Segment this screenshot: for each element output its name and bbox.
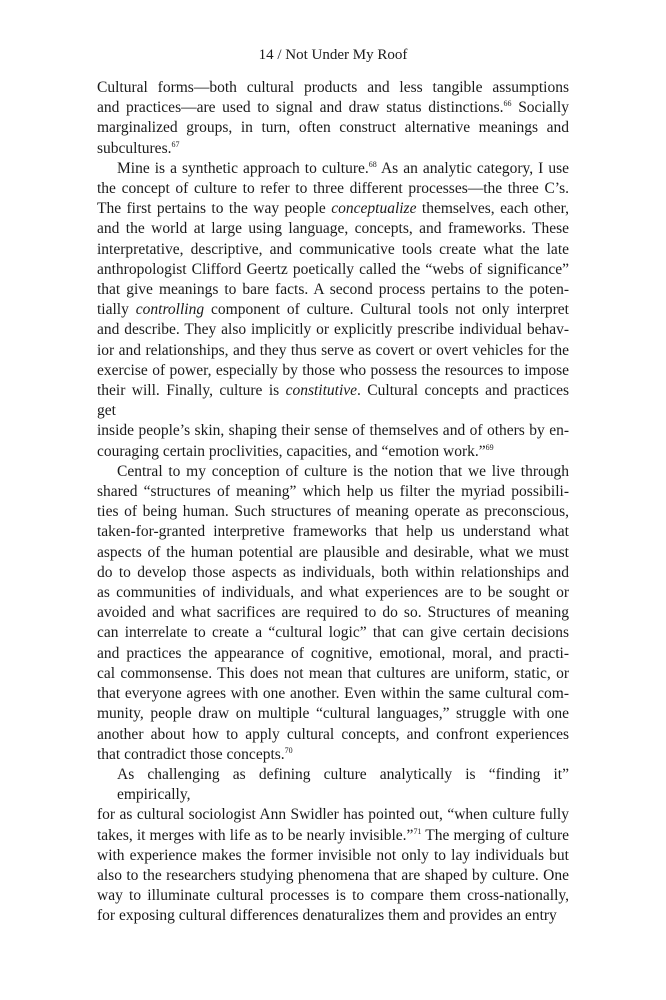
text-line: The first pertains to the way people conceptualize themselves, each other,	[97, 200, 569, 218]
text-line: for as cultural sociologist Ann Swidler has pointed out, “when culture fully	[97, 806, 569, 824]
footnote-ref: 69	[485, 442, 494, 452]
text-line: with experience makes the former invisible not only to lay individuals but	[97, 846, 569, 864]
text-line: As challenging as defining culture analytically is “finding it” empirically,	[117, 765, 569, 804]
text-line: and the world at large using language, concepts, and frameworks. These	[97, 220, 569, 238]
paragraph	[97, 78, 569, 159]
text-line: that give meanings to bare facts. A second process pertains to the poten-	[97, 281, 569, 299]
text-line: interpretative, descriptive, and communicative tools create what the late	[97, 240, 569, 258]
text-line: cal commonsense. This does not mean that cultures are uniform, static, or	[97, 664, 569, 682]
text-line: aspects of the human potential are plausible and desirable, what we must	[97, 543, 569, 561]
footnote-ref: 67	[171, 139, 180, 149]
text-line: taken-for-granted interpretive frameworks that help us understand what	[97, 523, 569, 541]
text-line: and describe. They also implicitly or explicitly prescribe individual behav-	[97, 321, 569, 339]
footnote-ref: 68	[368, 159, 377, 169]
text-line: anthropologist Clifford Geertz poetically called the “webs of significance”	[97, 260, 569, 278]
text-line: Mine is a synthetic approach to culture.$^{68}$ As an analytic category, I use	[117, 159, 569, 177]
text-line: for exposing cultural differences denaturalizes them and provides an entry	[97, 907, 557, 925]
footnote-ref: 70	[284, 745, 293, 755]
text-line: inside people’s skin, shaping their sense of themselves and of others by en-	[97, 422, 569, 440]
text-line: that everyone agrees with one another. Even within the same cultural com-	[97, 685, 569, 703]
text-line: avoided and what sacrifices are required to do so. Structures of meaning	[97, 604, 569, 622]
text-line: that contradict those concepts.$^{70}$	[97, 745, 293, 763]
paragraph	[97, 159, 569, 462]
text-line: subcultures.$^{67}$	[97, 139, 180, 157]
running-head: 14 / Not Under My Roof	[258, 47, 408, 63]
text-line: tially controlling component of culture. Cultural tools not only interpret	[97, 301, 569, 319]
text-line: their will. Finally, culture is constitutive. Cultural concepts and practices get	[97, 382, 569, 420]
body-text	[97, 78, 569, 927]
italic-term: controlling	[135, 301, 205, 319]
footnote-ref: 71	[413, 826, 422, 836]
text-line: the concept of culture to refer to three different processes—the three C’s.	[97, 180, 569, 198]
text-line: marginalized groups, in turn, often construct alternative meanings and	[97, 119, 569, 137]
text-line: another about how to apply cultural concepts, and confront experiences	[97, 725, 569, 743]
text-line: ior and relationships, and they thus serve as covert or overt vehicles for the	[97, 341, 569, 359]
text-line: Cultural forms—both cultural products and less tangible assumptions	[97, 79, 569, 96]
text-line: do to develop those aspects as individuals, both within relationships and	[97, 563, 569, 581]
text-line: exercise of power, especially by those who possess the resources to impose	[97, 361, 569, 379]
text-line: munity, people draw on multiple “cultural languages,” struggle with one	[97, 705, 569, 723]
paragraph	[97, 765, 569, 927]
text-line: takes, it merges with life as to be nearly invisible.”$^{71}$ The merging of culture	[97, 826, 569, 844]
italic-term: conceptualize	[331, 200, 417, 218]
text-line: ties of being human. Such structures of meaning operate as preconscious,	[97, 503, 569, 521]
text-line: shared “structures of meaning” which help us filter the myriad possibili-	[97, 483, 569, 501]
text-line: and practices—are used to signal and draw status distinctions.$^{66}$ Socially	[97, 99, 569, 117]
paragraph	[97, 462, 569, 765]
text-line: way to illuminate cultural processes is to compare them cross-nationally,	[97, 887, 569, 905]
text-line: as communities of individuals, and what experiences are to be sought or	[97, 584, 569, 602]
text-line: Central to my conception of culture is the notion that we live through	[117, 462, 569, 480]
italic-term: constitutive	[285, 382, 358, 400]
text-line: can interrelate to create a “cultural logic” that can give certain decisions	[97, 624, 569, 642]
text-line: also to the researchers studying phenomena that are shaped by culture. One	[97, 866, 569, 884]
text-line: couraging certain proclivities, capacities, and “emotion work.”$^{69}$	[97, 442, 494, 460]
footnote-ref: 66	[503, 99, 512, 109]
text-line: and practices the appearance of cognitive, emotional, moral, and practi-	[97, 644, 569, 662]
